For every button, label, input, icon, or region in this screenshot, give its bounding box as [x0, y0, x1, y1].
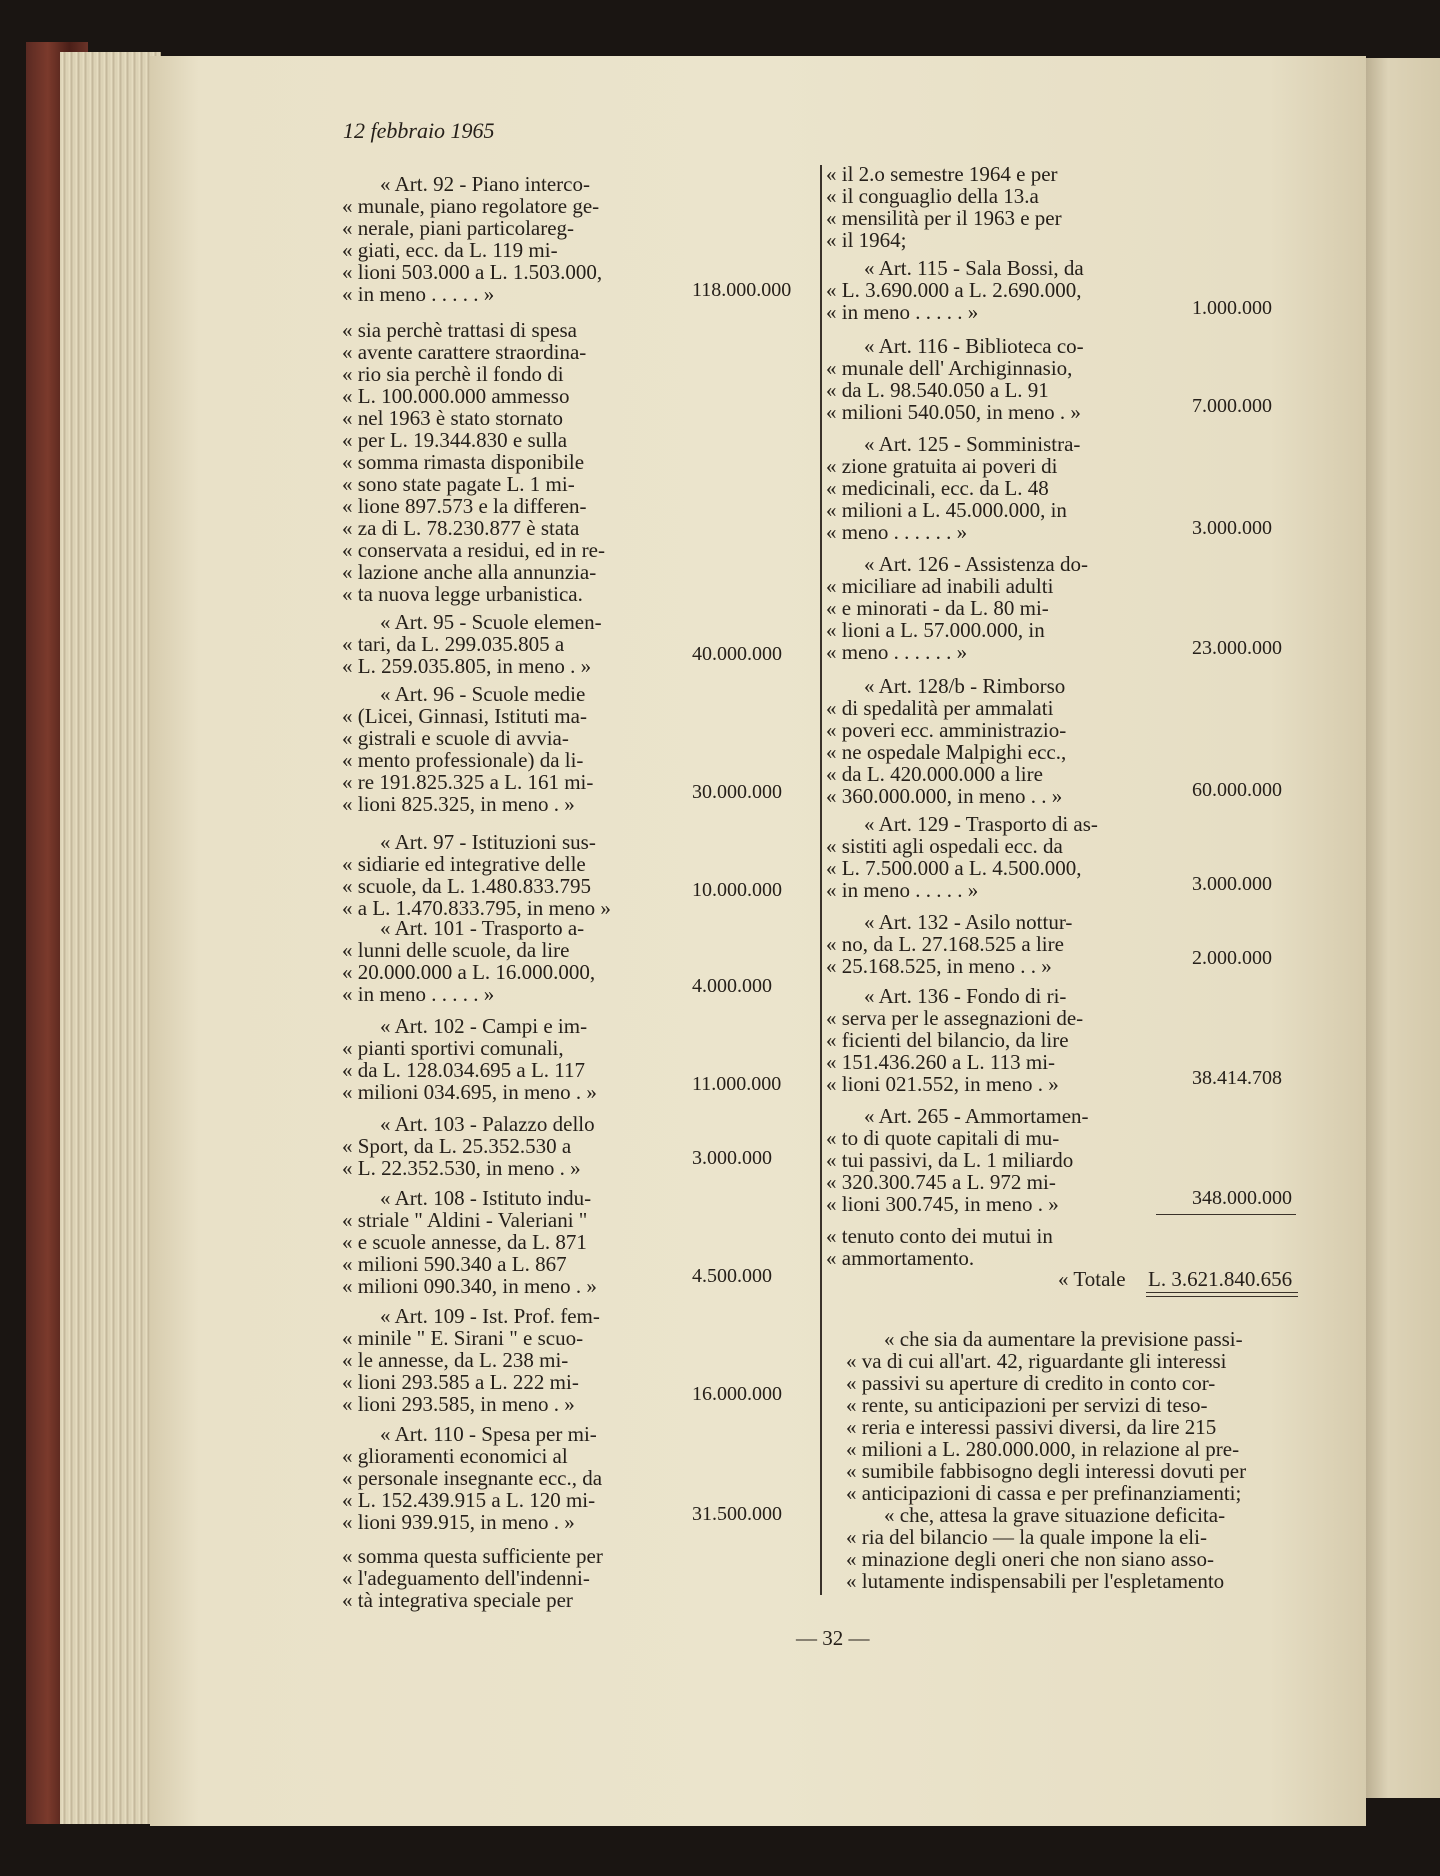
right-entry-line: « lioni a L. 57.000.000, in [826, 618, 1045, 642]
right-entry-amount: 1.000.000 [1192, 297, 1272, 319]
left-entry-line: « l'adeguamento dell'indenni- [342, 1566, 590, 1590]
right-entry-line: « L. 7.500.000 a L. 4.500.000, [826, 856, 1082, 880]
right-entry-line: « L. 3.690.000 a L. 2.690.000, [826, 278, 1082, 302]
right-entry-line: « meno . . . . . . » [826, 640, 968, 664]
center-column-rule [820, 165, 822, 1595]
left-entry-line: « lioni 825.325, in meno . » [342, 792, 575, 816]
left-entry-amount: 40.000.000 [692, 643, 782, 665]
closing-line: « ria del bilancio — la quale impone la eli- [846, 1525, 1207, 1549]
left-entry-line: « striale " Aldini - Valeriani " [342, 1208, 588, 1232]
right-entry-line: « meno . . . . . . » [826, 520, 968, 544]
right-entry-line: « tui passivi, da L. 1 miliardo [826, 1148, 1074, 1172]
left-entry-line: « lioni 939.915, in meno . » [342, 1510, 575, 1534]
left-entry-line: « glioramenti economici al [342, 1444, 568, 1468]
left-entry-line: « L. 100.000.000 ammesso [342, 384, 570, 408]
closing-line: « che, attesa la grave situazione deficita- [884, 1503, 1226, 1527]
right-entry-line: « da L. 98.540.050 a L. 91 [826, 378, 1049, 402]
right-entry-amount: 7.000.000 [1192, 395, 1272, 417]
left-entry-line: « lioni 293.585, in meno . » [342, 1392, 575, 1416]
right-entry-amount: 23.000.000 [1192, 637, 1282, 659]
closing-line: « rente, su anticipazioni per servizi di teso- [846, 1393, 1208, 1417]
closing-line: « sumibile fabbisogno degli interessi dovuti per [846, 1459, 1247, 1483]
left-entry-line: « tà integrativa speciale per [342, 1588, 573, 1612]
right-entry-line: « munale dell' Archiginnasio, [826, 356, 1073, 380]
right-entry-line: « Art. 129 - Trasporto di as- [864, 812, 1098, 836]
right-entry-line: « 320.300.745 a L. 972 mi- [826, 1170, 1056, 1194]
right-entry-line: « ficienti del bilancio, da lire [826, 1028, 1069, 1052]
left-entry-line: « Art. 110 - Spesa per mi- [380, 1422, 597, 1446]
left-entry-line: « avente carattere straordina- [342, 340, 587, 364]
page-date-header: 12 febbraio 1965 [343, 118, 495, 143]
left-entry-line: « rio sia perchè il fondo di [342, 362, 564, 386]
right-entry-line: « ne ospedale Malpighi ecc., [826, 740, 1067, 764]
right-entry-line: « medicinali, ecc. da L. 48 [826, 476, 1049, 500]
right-entry-line: « sistiti agli ospedali ecc. da [826, 834, 1063, 858]
right-entry-amount: 60.000.000 [1192, 779, 1282, 801]
total-double-rule-1 [1146, 1292, 1298, 1293]
right-entry-line: « Art. 115 - Sala Bossi, da [864, 256, 1084, 280]
left-entry-line: « Art. 103 - Palazzo dello [380, 1112, 595, 1136]
right-entry-line: « lioni 300.745, in meno . » [826, 1192, 1059, 1216]
closing-line: « reria e interessi passivi diversi, da lire 215 [846, 1415, 1217, 1439]
right-entry-line: « il 1964; [826, 228, 907, 252]
total-double-rule-2 [1146, 1296, 1298, 1297]
left-entry-line: « lioni 293.585 a L. 222 mi- [342, 1370, 579, 1394]
left-entry-line: « gistrali e scuole di avvia- [342, 726, 569, 750]
left-entry-line: « scuole, da L. 1.480.833.795 [342, 874, 592, 898]
left-entry-line: « somma rimasta disponibile [342, 450, 585, 474]
closing-line: « lutamente indispensabili per l'espletamento [846, 1569, 1225, 1593]
left-entry-line: « L. 259.035.805, in meno . » [342, 654, 592, 678]
left-entry-line: « Art. 102 - Campi e im- [380, 1014, 588, 1038]
left-entry-amount: 10.000.000 [692, 879, 782, 901]
right-entry-line: « il 2.o semestre 1964 e per [826, 162, 1058, 186]
left-entry-amount: 4.000.000 [692, 975, 772, 997]
closing-line: « passivi su aperture di credito in conto cor- [846, 1371, 1216, 1395]
left-entry-line: « conservata a residui, ed in re- [342, 538, 605, 562]
facing-page-edge [1366, 58, 1440, 1798]
closing-line: « minazione degli oneri che non siano asso- [846, 1547, 1214, 1571]
left-entry-line: « sia perchè trattasi di spesa [342, 318, 577, 342]
right-entry-amount: 38.414.708 [1192, 1067, 1282, 1089]
left-entry-line: « pianti sportivi comunali, [342, 1036, 564, 1060]
total-rule [1156, 1214, 1296, 1215]
left-entry-line: « le annesse, da L. 238 mi- [342, 1348, 569, 1372]
right-entry-line: « serva per le assegnazioni de- [826, 1006, 1084, 1030]
left-entry-line: « Sport, da L. 25.352.530 a [342, 1134, 572, 1158]
left-entry-line: « e scuole annesse, da L. 871 [342, 1230, 587, 1254]
left-entry-line: « L. 22.352.530, in meno . » [342, 1156, 581, 1180]
right-entry-amount: 3.000.000 [1192, 517, 1272, 539]
right-entry-line: « in meno . . . . . » [826, 300, 979, 324]
left-entry-line: « somma questa sufficiente per [342, 1544, 603, 1568]
left-entry-line: « lazione anche alla annunzia- [342, 560, 597, 584]
right-entry-line: « Art. 128/b - Rimborso [864, 674, 1066, 698]
left-entry-line: « lione 897.573 e la differen- [342, 494, 587, 518]
left-entry-amount: 3.000.000 [692, 1147, 772, 1169]
left-entry-line: « L. 152.439.915 a L. 120 mi- [342, 1488, 596, 1512]
right-entry-line: « e minorati - da L. 80 mi- [826, 596, 1049, 620]
left-entry-line: « nel 1963 è stato stornato [342, 406, 564, 430]
left-entry-line: « in meno . . . . . » [342, 982, 495, 1006]
right-entry-line: « tenuto conto dei mutui in [826, 1224, 1053, 1248]
right-entry-line: « lioni 021.552, in meno . » [826, 1072, 1059, 1096]
left-entry-line: « tari, da L. 299.035.805 a [342, 632, 565, 656]
left-entry-line: « munale, piano regolatore ge- [342, 194, 600, 218]
closing-line: « anticipazioni di cassa e per prefinanziamenti; [846, 1481, 1242, 1505]
right-entry-line: « ammortamento. [826, 1246, 975, 1270]
right-entry-line: « Art. 126 - Assistenza do- [864, 552, 1088, 576]
left-entry-amount: 30.000.000 [692, 781, 782, 803]
left-entry-amount: 4.500.000 [692, 1265, 772, 1287]
right-entry-line: « il conguaglio della 13.a [826, 184, 1039, 208]
left-entry-line: « sono state pagate L. 1 mi- [342, 472, 575, 496]
left-entry-line: « Art. 96 - Scuole medie [380, 682, 586, 706]
right-entry-line: « zione gratuita ai poveri di [826, 454, 1058, 478]
right-entry-line: « 151.436.260 a L. 113 mi- [826, 1050, 1056, 1074]
closing-line: « che sia da aumentare la previsione passi- [884, 1327, 1243, 1351]
right-entry-amount: 348.000.000 [1192, 1187, 1292, 1209]
right-entry-line: « 25.168.525, in meno . . » [826, 954, 1052, 978]
right-entry-line: « Art. 265 - Ammortamen- [864, 1104, 1089, 1128]
page-number: — 32 — [796, 1626, 870, 1650]
left-entry-line: « personale insegnante ecc., da [342, 1466, 603, 1490]
left-entry-line: « sidiarie ed integrative delle [342, 852, 586, 876]
right-entry-amount: 2.000.000 [1192, 947, 1272, 969]
left-entry-line: « 20.000.000 a L. 16.000.000, [342, 960, 596, 984]
right-entry-line: « poveri ecc. amministrazio- [826, 718, 1067, 742]
left-entry-line: « milioni 090.340, in meno . » [342, 1274, 597, 1298]
left-entry-line: « Art. 97 - Istituzioni sus- [380, 830, 596, 854]
right-entry-line: « miciliare ad inabili adulti [826, 574, 1054, 598]
left-entry-line: « milioni 034.695, in meno . » [342, 1080, 597, 1104]
left-entry-line: « lioni 503.000 a L. 1.503.000, [342, 260, 603, 284]
right-entry-line: « no, da L. 27.168.525 a lire [826, 932, 1064, 956]
left-entry-line: « re 191.825.325 a L. 161 mi- [342, 770, 594, 794]
left-entry-line: « Art. 95 - Scuole elemen- [380, 610, 602, 634]
right-entry-line: « 360.000.000, in meno . . » [826, 784, 1063, 808]
left-entry-amount: 11.000.000 [692, 1073, 782, 1095]
left-entry-amount: 31.500.000 [692, 1503, 782, 1525]
total-label: « Totale [1058, 1267, 1126, 1291]
closing-line: « milioni a L. 280.000.000, in relazione al pre- [846, 1437, 1240, 1461]
left-entry-line: « milioni 590.340 a L. 867 [342, 1252, 567, 1276]
left-entry-line: « giati, ecc. da L. 119 mi- [342, 238, 558, 262]
total-value: L. 3.621.840.656 [1148, 1267, 1293, 1291]
closing-line: « va di cui all'art. 42, riguardante gli interessi [846, 1349, 1227, 1373]
left-entry-line: « Art. 108 - Istituto indu- [380, 1186, 592, 1210]
right-entry-line: « Art. 116 - Biblioteca co- [864, 334, 1084, 358]
left-entry-line: « Art. 101 - Trasporto a- [380, 916, 585, 940]
left-entry-amount: 16.000.000 [692, 1383, 782, 1405]
left-entry-line: « ta nuova legge urbanistica. [342, 582, 583, 606]
page-edges [60, 52, 161, 1824]
right-entry-line: « to di quote capitali di mu- [826, 1126, 1060, 1150]
right-entry-line: « milioni a L. 45.000.000, in [826, 498, 1067, 522]
left-entry-line: « a L. 1.470.833.795, in meno » [342, 896, 611, 920]
left-entry-line: « lunni delle scuole, da lire [342, 938, 570, 962]
left-entry-line: « mento professionale) da li- [342, 748, 584, 772]
right-entry-amount: 3.000.000 [1192, 873, 1272, 895]
right-entry-line: « Art. 125 - Somministra- [864, 432, 1081, 456]
left-entry-line: « minile " E. Sirani " e scuo- [342, 1326, 584, 1350]
right-entry-line: « da L. 420.000.000 a lire [826, 762, 1043, 786]
left-entry-line: « da L. 128.034.695 a L. 117 [342, 1058, 586, 1082]
right-entry-line: « Art. 132 - Asilo nottur- [864, 910, 1073, 934]
right-entry-line: « mensilità per il 1963 e per [826, 206, 1062, 230]
left-entry-line: « za di L. 78.230.877 è stata [342, 516, 580, 540]
right-entry-line: « Art. 136 - Fondo di ri- [864, 984, 1067, 1008]
left-entry-amount: 118.000.000 [692, 279, 792, 301]
right-entry-line: « in meno . . . . . » [826, 878, 979, 902]
left-entry-line: « per L. 19.344.830 e sulla [342, 428, 568, 452]
left-entry-line: « Art. 109 - Ist. Prof. fem- [380, 1304, 600, 1328]
left-entry-line: « in meno . . . . . » [342, 282, 495, 306]
left-entry-line: « nerale, piani particolareg- [342, 216, 575, 240]
right-entry-line: « milioni 540.050, in meno . » [826, 400, 1081, 424]
left-entry-line: « (Licei, Ginnasi, Istituti ma- [342, 704, 587, 728]
right-entry-line: « di spedalità per ammalati [826, 696, 1054, 720]
left-entry-line: « Art. 92 - Piano interco- [380, 172, 590, 196]
